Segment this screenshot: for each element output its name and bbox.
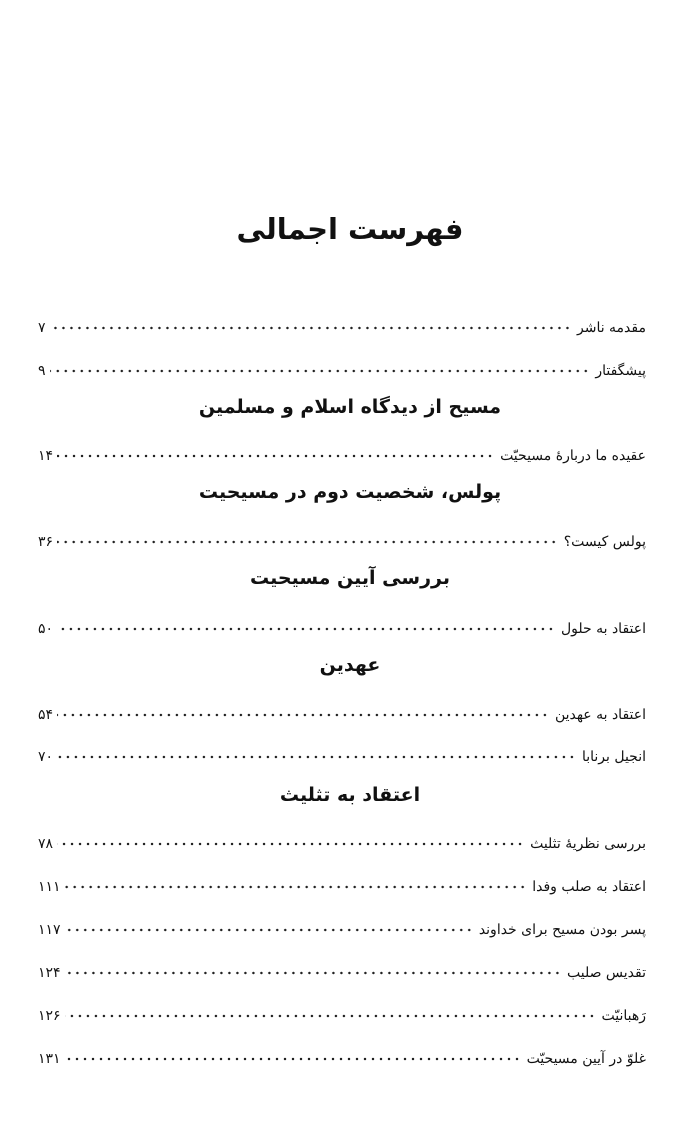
toc-entry[interactable] [38,955,646,981]
toc-entry-page: ۱۲۶ [38,1008,61,1024]
toc-entry-page: ۷۸ [38,836,54,852]
section-heading: عهدین [319,654,381,676]
toc-entry-page: ۱۱۷ [38,922,61,938]
page-title: فهرست اجمالی [236,212,464,246]
toc-entry-label: رَهبانیّت [601,1008,646,1024]
dot-leader [50,325,571,331]
toc-entry-page: ۷ [38,320,46,336]
toc-entry-page: ۱۲۴ [38,965,61,981]
toc-entry[interactable] [38,353,646,379]
toc-entry-page: ۷۰ [38,749,54,765]
dot-leader [57,754,576,760]
toc-entry-page: ۵۰ [38,621,54,637]
dot-leader [65,927,473,933]
toc-entry-label: بررسی نظریهٔ تثلیث [530,836,646,852]
toc-entry[interactable] [38,998,646,1024]
section-heading: مسیح از دیدگاه اسلام و مسلمین [198,396,502,418]
dot-leader [65,1013,596,1019]
toc-entry[interactable] [38,438,646,464]
toc-entry-page: ۵۴ [38,707,54,723]
dot-leader [57,453,494,459]
toc-entry-label: اعتقاد به حلول [560,621,646,637]
toc-entry[interactable] [38,697,646,723]
toc-entry[interactable] [38,869,646,895]
dot-leader [57,539,558,545]
toc-entry-page: ۱۳۱ [38,1051,61,1067]
toc-entry[interactable] [38,1041,646,1067]
toc-entry-page: ۹ [38,363,46,379]
dot-leader [65,1056,521,1062]
dot-leader [57,712,549,718]
dot-leader [57,626,555,632]
toc-entry[interactable] [38,912,646,938]
toc-entry-label: اعتقاد به عهدین [554,707,646,723]
dot-leader [65,970,561,976]
toc-entry-label: مقدمه ناشر [576,320,646,336]
toc-entry-label: عقیده ما دربارهٔ مسیحیّت [500,448,646,464]
toc-entry-label: پیشگفتار [595,363,646,379]
dot-leader [65,884,527,890]
toc-entry-page: ۱۱۱ [38,879,61,895]
section-heading: بررسی آیین مسیحیت [250,567,450,589]
dot-leader [50,368,590,374]
toc-entry[interactable] [38,310,646,336]
toc-entry-label: تقدیس صلیب [566,965,646,981]
toc-entry-label: غلوّ در آیین مسیحیّت [526,1051,646,1067]
toc-entry[interactable] [38,739,646,765]
dot-leader [57,841,524,847]
toc-entry-label: انجیل برنابا [581,749,646,765]
toc-entry-label: پسر بودن مسیح برای خداوند [478,922,646,938]
toc-entry-page: ۱۴ [38,448,54,464]
toc-entry[interactable] [38,611,646,637]
toc-entry-page: ۳۶ [38,534,54,550]
toc-entry[interactable] [38,524,646,550]
toc-entry-label: پولس کیست؟ [563,534,646,550]
section-heading: پولس، شخصیت دوم در مسیحیت [198,481,502,503]
toc-entry-label: اعتقاد به صلب وفدا [532,879,646,895]
section-heading: اعتقاد به تثلیث [279,784,421,806]
toc-entry[interactable] [38,826,646,852]
